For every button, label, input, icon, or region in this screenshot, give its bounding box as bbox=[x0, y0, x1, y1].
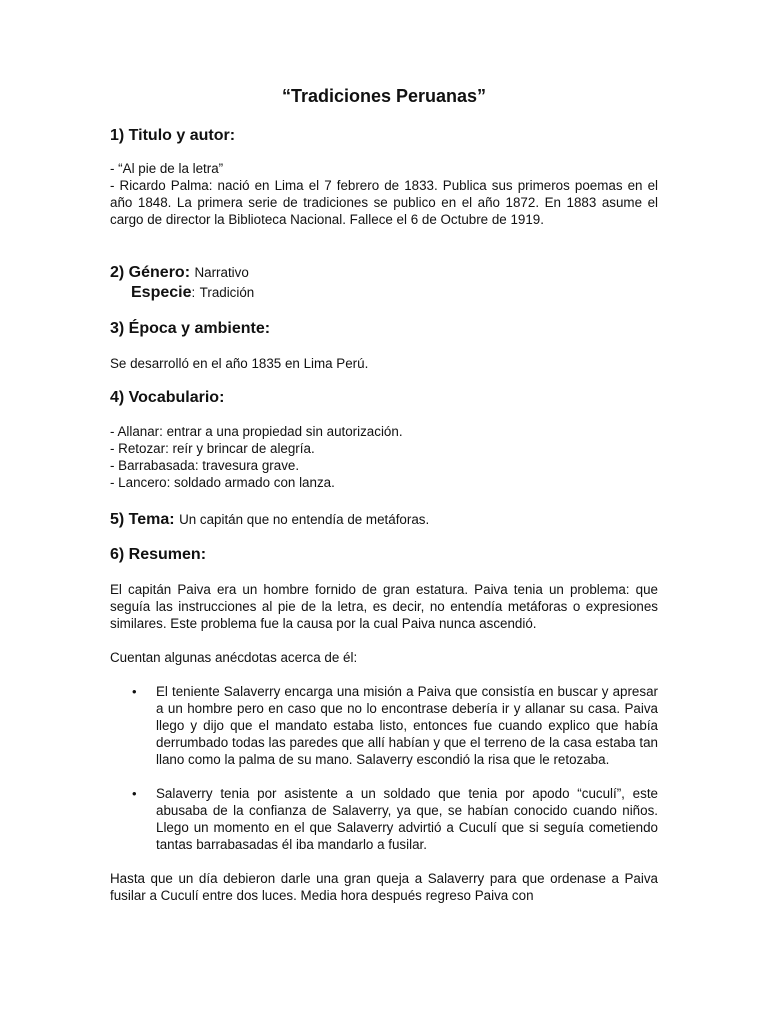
section-heading: 4) Vocabulario: bbox=[110, 389, 225, 406]
section-heading: 5) Tema: bbox=[110, 511, 175, 528]
body-paragraph: - Ricardo Palma: nació en Lima el 7 febrero de 1833. Publica sus primeros poemas en el año 1848. La primera serie de tradiciones se publico en el año 1872. En 1883 asume el cargo de director la Biblioteca Nacional. Fallece el 6 de Octubre de 1919. bbox=[110, 178, 658, 227]
section-body: Se desarrolló en el año 1835 en Lima Perú. bbox=[110, 356, 369, 371]
bullet-icon: • bbox=[132, 786, 137, 801]
anecdote-list bbox=[110, 683, 658, 853]
list-item bbox=[110, 785, 658, 853]
especie-colon: : bbox=[191, 285, 196, 300]
section-body bbox=[110, 160, 658, 228]
bullet-icon: • bbox=[132, 684, 137, 699]
especie-heading: Especie bbox=[131, 284, 192, 301]
section-heading: 1) Titulo y autor: bbox=[110, 127, 236, 144]
list-item bbox=[110, 683, 658, 768]
body-line: - “Al pie de la letra” bbox=[110, 161, 224, 176]
especie-value: Tradición bbox=[199, 285, 255, 300]
tema-row bbox=[110, 510, 658, 530]
genero-row bbox=[110, 263, 658, 283]
section-heading: 6) Resumen: bbox=[110, 546, 207, 563]
anecdote-text: El teniente Salaverry encarga una misión a Paiva que consistía en buscar y apresar a un hombre pero en caso que no lo encontrase debería ir y allanar su casa. Paiva llego y dijo que el mandato estaba listo, entonces fue cuando explico que había derrumbado todas las paredes que allí habían y que el terreno de la casa estaba tan llano como la palma de su mano. Salaverry escondió la risa que le retozaba. bbox=[156, 684, 658, 767]
section-titulo-autor bbox=[110, 126, 658, 228]
section-heading: 2) Género: bbox=[110, 264, 191, 281]
resumen-paragraph: Hasta que un día debieron darle una gran queja a Salaverry para que ordenase a Paiva fusilar a Cuculí entre dos luces. Media hora después regreso Paiva con bbox=[110, 871, 658, 903]
section-vocabulario bbox=[110, 388, 658, 491]
vocab-list bbox=[110, 423, 658, 491]
list-item: - Retozar: reír y brincar de alegría. bbox=[110, 441, 315, 456]
especie-row bbox=[110, 283, 658, 303]
section-epoca bbox=[110, 319, 658, 372]
resumen-paragraph: Cuentan algunas anécdotas acerca de él: bbox=[110, 650, 358, 665]
section-heading: 3) Época y ambiente: bbox=[110, 320, 271, 337]
section-resumen bbox=[110, 545, 658, 904]
document-title: “Tradiciones Peruanas” bbox=[281, 86, 487, 106]
section-genero bbox=[110, 263, 658, 303]
genero-value: Narrativo bbox=[194, 265, 249, 280]
section-tema bbox=[110, 510, 658, 530]
resumen-paragraph: El capitán Paiva era un hombre fornido de gran estatura. Paiva tenia un problema: que seguía las instrucciones al pie de la letra, es decir, no entendía metáforas o expresiones similares. Este problema fue la causa por la cual Paiva nunca ascendió. bbox=[110, 582, 658, 631]
list-item: - Barrabasada: travesura grave. bbox=[110, 458, 300, 473]
list-item: - Allanar: entrar a una propiedad sin autorización. bbox=[110, 424, 403, 439]
tema-value: Un capitán que no entendía de metáforas. bbox=[179, 512, 430, 527]
list-item: - Lancero: soldado armado con lanza. bbox=[110, 475, 335, 490]
anecdote-text: Salaverry tenia por asistente a un soldado que tenia por apodo “cuculí”, este abusaba de la confianza de Salaverry, ya que, se habían conocido cuando niños. Llego un momento en el que Salaverry advirtió a Cuculí que si seguía cometiendo tantas barrabasadas él iba mandarlo a fusilar. bbox=[156, 786, 658, 852]
